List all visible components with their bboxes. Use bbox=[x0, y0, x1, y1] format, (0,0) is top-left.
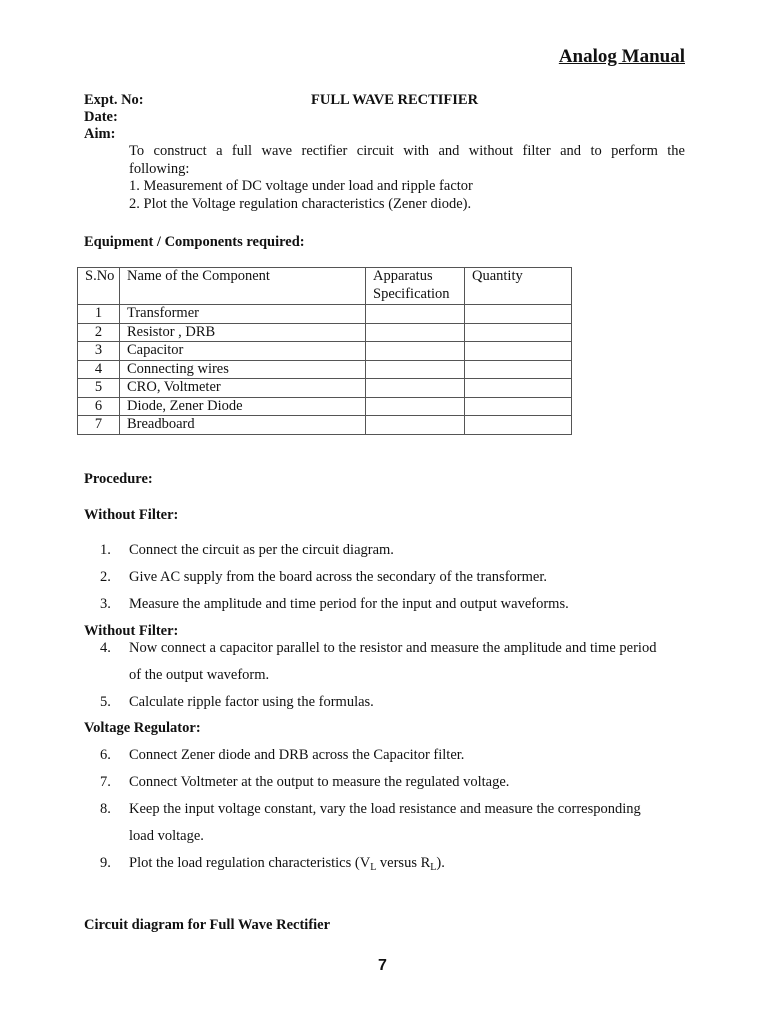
step-number: 5. bbox=[100, 694, 111, 710]
procedure-step bbox=[100, 854, 700, 872]
step-number: 6. bbox=[100, 747, 111, 763]
aim-line: following: bbox=[129, 160, 190, 177]
step-text: Give AC supply from the board across the secondary of the transformer. bbox=[129, 569, 547, 585]
step-text: Now connect a capacitor parallel to the resistor and measure the amplitude and time period bbox=[129, 640, 657, 656]
step-text: load voltage. bbox=[129, 828, 204, 844]
step-number: 7. bbox=[100, 774, 111, 790]
cell-name: Resistor , DRB bbox=[120, 323, 366, 342]
cell-name: Transformer bbox=[120, 305, 366, 324]
procedure-step-continuation bbox=[100, 666, 700, 684]
cell-quantity bbox=[465, 323, 572, 342]
without-filter-heading: Without Filter: bbox=[84, 507, 179, 523]
cell-sno: 6 bbox=[78, 397, 120, 416]
procedure-step bbox=[100, 773, 700, 791]
cell-spec bbox=[366, 323, 465, 342]
procedure-step-continuation bbox=[100, 827, 700, 845]
aim-text bbox=[129, 143, 685, 213]
procedure-step bbox=[100, 541, 700, 559]
cell-quantity bbox=[465, 305, 572, 324]
step-number: 1. bbox=[100, 542, 111, 558]
cell-quantity bbox=[465, 379, 572, 398]
cell-quantity bbox=[465, 342, 572, 361]
step-number: 3. bbox=[100, 596, 111, 612]
table-row bbox=[78, 323, 572, 342]
cell-sno: 7 bbox=[78, 416, 120, 435]
equipment-heading: Equipment / Components required: bbox=[84, 234, 305, 250]
table-row bbox=[78, 360, 572, 379]
procedure-heading: Procedure: bbox=[84, 471, 153, 487]
table-row bbox=[78, 416, 572, 435]
step-text: Connect the circuit as per the circuit diagram. bbox=[129, 542, 394, 558]
procedure-step bbox=[100, 595, 700, 613]
step-number: 8. bbox=[100, 801, 111, 817]
cell-name: Breadboard bbox=[120, 416, 366, 435]
experiment-title: FULL WAVE RECTIFIER bbox=[311, 92, 479, 108]
step-text: of the output waveform. bbox=[129, 667, 270, 683]
cell-quantity bbox=[465, 397, 572, 416]
cell-spec bbox=[366, 397, 465, 416]
cell-quantity bbox=[465, 360, 572, 379]
column-header-name: Name of the Component bbox=[120, 268, 366, 305]
table-header-row bbox=[78, 268, 572, 305]
step-text: Plot the load regulation characteristics ($V_L$ versus $R_L$). bbox=[129, 855, 445, 873]
cell-name: Diode, Zener Diode bbox=[120, 397, 366, 416]
components-table bbox=[77, 267, 572, 435]
table-row bbox=[78, 305, 572, 324]
cell-quantity bbox=[465, 416, 572, 435]
aim-line: 1. Measurement of DC voltage under load and ripple factor bbox=[129, 178, 473, 194]
aim-line: To construct a full wave rectifier circuit with and without filter and to perform the bbox=[129, 143, 685, 159]
without-filter-heading-2: Without Filter: bbox=[84, 623, 179, 639]
cell-name: Capacitor bbox=[120, 342, 366, 361]
cell-name: CRO, Voltmeter bbox=[120, 379, 366, 398]
expt-no-label: Expt. No: bbox=[84, 92, 144, 108]
step-number: 9. bbox=[100, 855, 111, 871]
table-row bbox=[78, 397, 572, 416]
cell-spec bbox=[366, 379, 465, 398]
column-header-spec: Apparatus Specification bbox=[366, 268, 465, 305]
cell-sno: 1 bbox=[78, 305, 120, 324]
cell-spec bbox=[366, 360, 465, 379]
cell-sno: 3 bbox=[78, 342, 120, 361]
manual-title: Analog Manual bbox=[558, 46, 685, 67]
procedure-step bbox=[100, 639, 700, 657]
step-text: Keep the input voltage constant, vary the load resistance and measure the corresponding bbox=[129, 801, 641, 817]
cell-spec bbox=[366, 305, 465, 324]
page-number: 7 bbox=[378, 957, 387, 974]
voltage-regulator-heading: Voltage Regulator: bbox=[84, 720, 201, 736]
aim-label: Aim: bbox=[84, 126, 116, 142]
cell-spec bbox=[366, 416, 465, 435]
table-row bbox=[78, 379, 572, 398]
step-text: Measure the amplitude and time period for the input and output waveforms. bbox=[129, 596, 569, 612]
cell-name: Connecting wires bbox=[120, 360, 366, 379]
step-text: Connect Voltmeter at the output to measure the regulated voltage. bbox=[129, 774, 510, 790]
column-header-sno: S.No bbox=[78, 268, 120, 305]
procedure-step bbox=[100, 693, 700, 711]
table-row bbox=[78, 342, 572, 361]
procedure-step bbox=[100, 568, 700, 586]
procedure-step bbox=[100, 746, 700, 764]
cell-sno: 5 bbox=[78, 379, 120, 398]
step-text: Connect Zener diode and DRB across the Capacitor filter. bbox=[129, 747, 465, 763]
column-header-quantity: Quantity bbox=[465, 268, 572, 305]
step-number: 4. bbox=[100, 640, 111, 656]
cell-sno: 4 bbox=[78, 360, 120, 379]
step-number: 2. bbox=[100, 569, 111, 585]
step-text: Calculate ripple factor using the formulas. bbox=[129, 694, 374, 710]
cell-sno: 2 bbox=[78, 323, 120, 342]
aim-line: 2. Plot the Voltage regulation characteristics (Zener diode). bbox=[129, 195, 472, 212]
date-label: Date: bbox=[84, 109, 118, 125]
procedure-step bbox=[100, 800, 700, 818]
circuit-diagram-heading: Circuit diagram for Full Wave Rectifier bbox=[84, 917, 331, 933]
cell-spec bbox=[366, 342, 465, 361]
